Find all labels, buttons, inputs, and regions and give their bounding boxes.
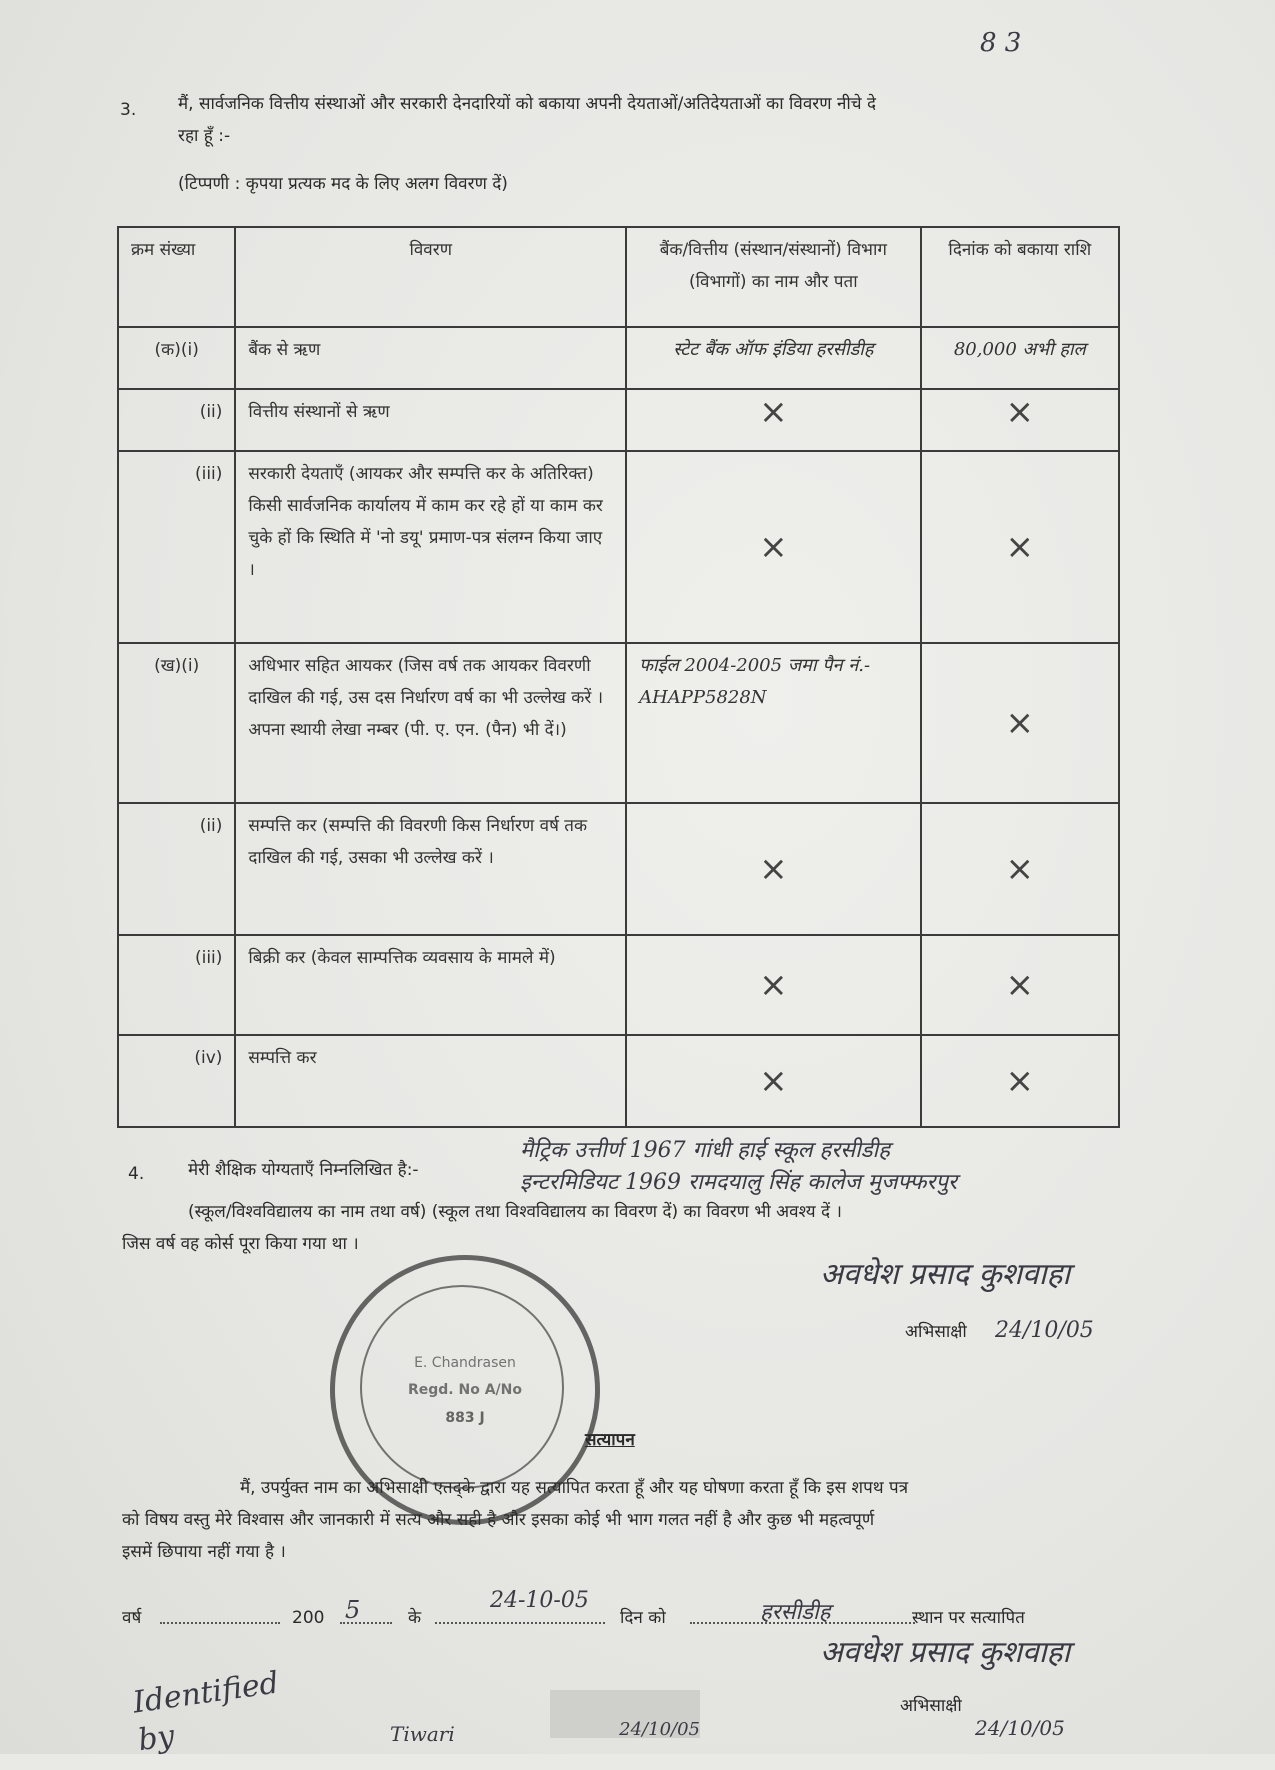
- date-line-date: 24-10-05: [490, 1588, 589, 1613]
- table-row: [118, 389, 1119, 451]
- item4-text: मेरी शैक्षिक योग्यताएँ निम्नलिखित है:-: [188, 1160, 419, 1180]
- cross-mark: ×: [1005, 1061, 1035, 1101]
- education-line1: मैट्रिक उत्तीर्ण 1967 गांधी हाई स्कूल हरसीडीह: [520, 1138, 890, 1163]
- date-line-sthan: स्थान पर सत्यापित: [912, 1608, 1025, 1628]
- liabilities-table: [117, 226, 1120, 1128]
- cross-mark: ×: [759, 849, 788, 889]
- header-serial: क्रम संख्या: [118, 227, 235, 327]
- row-description: बिक्री कर (केवल साम्पत्तिक व्यवसाय के मामले में): [235, 935, 626, 1035]
- row-description: सम्पत्ति कर (सम्पत्ति की विवरणी किस निर्धारण वर्ष तक दाखिल की गई, उसका भी उल्लेख करें ।: [235, 803, 626, 935]
- cross-mark: ×: [1005, 849, 1035, 889]
- advocate-stamp: 24/10/05: [550, 1690, 700, 1738]
- table-row: [118, 451, 1119, 643]
- item3-note: (टिप्पणी : कृपया प्रत्यक मद के लिए अलग विवरण दें): [178, 174, 508, 194]
- cross-mark: ×: [759, 527, 788, 567]
- row-serial: (iv): [118, 1035, 235, 1127]
- deponent-signature-2: अवधेश प्रसाद कुशवाहा: [820, 1635, 1071, 1670]
- corner-mark: 8 3: [980, 28, 1022, 58]
- deponent-label-2: अभिसाक्षी: [900, 1696, 962, 1716]
- date-line-ke: के: [408, 1608, 422, 1628]
- stamp-line1: E. Chandrasen: [414, 1355, 516, 1371]
- cross-mark: ×: [759, 1061, 788, 1101]
- table-row: [118, 1035, 1119, 1127]
- verification-line2: को विषय वस्तु मेरे विश्वास और जानकारी में सत्य और सही है और इसका कोई भी भाग गलत नहीं है और कुछ भी महत्वपूर्ण: [122, 1510, 875, 1530]
- cross-mark: ×: [759, 392, 788, 432]
- dotted-line: [340, 1622, 392, 1624]
- table-row: [118, 327, 1119, 389]
- date-line-year-prefix: 200: [292, 1608, 325, 1628]
- row-amount: 80,000 अभी हाल: [921, 327, 1119, 389]
- header-amount: दिनांक को बकाया राशि: [921, 227, 1119, 327]
- cross-mark: ×: [759, 965, 788, 1005]
- header-bank: बैंक/वित्तीय (संस्थान/संस्थानों) विभाग (विभागों) का नाम और पता: [626, 227, 921, 327]
- stamp-line3: 883 J: [445, 1410, 485, 1426]
- stamp-line2: Regd. No A/No: [407, 1382, 522, 1398]
- cross-mark: ×: [1005, 392, 1035, 432]
- dotted-line: [160, 1622, 280, 1624]
- row-description: बैंक से ऋण: [235, 327, 626, 389]
- identified-by-note: Identified by: [130, 1665, 281, 1759]
- date-line-place: हरसीडीह: [760, 1600, 831, 1625]
- row-description: अधिभार सहित आयकर (जिस वर्ष तक आयकर विवरणी दाखिल की गई, उस दस निर्धारण वर्ष का भी उल्लेख करें । अपना स्थायी लेखा नम्बर (पी. ए. एन. (पैन) भी दें।): [235, 643, 626, 803]
- cross-mark: ×: [1005, 703, 1035, 743]
- row-serial: (ख)(i): [118, 643, 235, 803]
- cross-mark: ×: [1005, 965, 1035, 1005]
- table-row: [118, 935, 1119, 1035]
- date-line-din-ko: दिन को: [620, 1608, 666, 1628]
- deponent-date-2: 24/10/05: [975, 1716, 1065, 1740]
- table-row: [118, 643, 1119, 803]
- row-description: सरकारी देयताएँ (आयकर और सम्पत्ति कर के अतिरिक्त) किसी सार्वजनिक कार्यालय में काम कर रहे हों या काम कर चुके हों कि स्थिति में 'नो डयू' प्रमाण-पत्र संलग्न किया जाए ।: [235, 451, 626, 643]
- dotted-line: [435, 1622, 605, 1624]
- item4-number: 4.: [128, 1164, 145, 1184]
- deponent-signature: अवधेश प्रसाद कुशवाहा: [820, 1257, 1071, 1292]
- date-line-varsh: वर्ष: [122, 1608, 142, 1628]
- identifier-signature: Tiwari: [390, 1722, 455, 1746]
- item3-text-line2: रहा हूँ :-: [178, 126, 231, 146]
- header-description: विवरण: [235, 227, 626, 327]
- item4-note: (स्कूल/विश्वविद्यालय का नाम तथा वर्ष) (स्कूल तथा विश्वविद्यालय का विवरण दें) का विवरण भी अवश्य दें ।: [188, 1202, 842, 1222]
- row-serial: (क)(i): [118, 327, 235, 389]
- verification-line3: इसमें छिपाया नहीं गया है ।: [122, 1542, 286, 1562]
- row-serial: (iii): [118, 451, 235, 643]
- row-serial: (ii): [118, 389, 235, 451]
- date-line-year-digit: 5: [345, 1596, 361, 1624]
- row-serial: (ii): [118, 803, 235, 935]
- table-header-row: [118, 227, 1119, 327]
- deponent-date: 24/10/05: [995, 1318, 1094, 1343]
- verification-line1: मैं, उपर्युक्त नाम का अभिसाक्षी एतद्के द्वारा यह सत्यापित करता हूँ और यह घोषणा करता हूँ कि इस शपथ पत्र: [240, 1478, 909, 1498]
- row-bank: स्टेट बैंक ऑफ इंडिया हरसीडीह: [626, 327, 921, 389]
- row-description: सम्पत्ति कर: [235, 1035, 626, 1127]
- item3-text-line1: मैं, सार्वजनिक वित्तीय संस्थाओं और सरकारी देनदारियों को बकाया अपनी देयताओं/अतिदेयताओं का विवरण नीचे दे: [178, 94, 877, 114]
- row-serial: (iii): [118, 935, 235, 1035]
- deponent-label: अभिसाक्षी: [905, 1322, 967, 1342]
- row-description: वित्तीय संस्थानों से ऋण: [235, 389, 626, 451]
- education-line2: इन्टरमिडियट 1969 रामदयालु सिंह कालेज मुजफ्फरपुर: [520, 1170, 958, 1195]
- row-bank: फाईल 2004-2005 जमा पैन नं.- AHAPP5828N: [626, 643, 921, 803]
- verification-title: सत्यापन: [585, 1430, 635, 1450]
- cross-mark: ×: [1005, 527, 1035, 567]
- table-row: [118, 803, 1119, 935]
- item4-note2: जिस वर्ष वह कोर्स पूरा किया गया था ।: [122, 1234, 359, 1254]
- item3-number: 3.: [120, 100, 137, 120]
